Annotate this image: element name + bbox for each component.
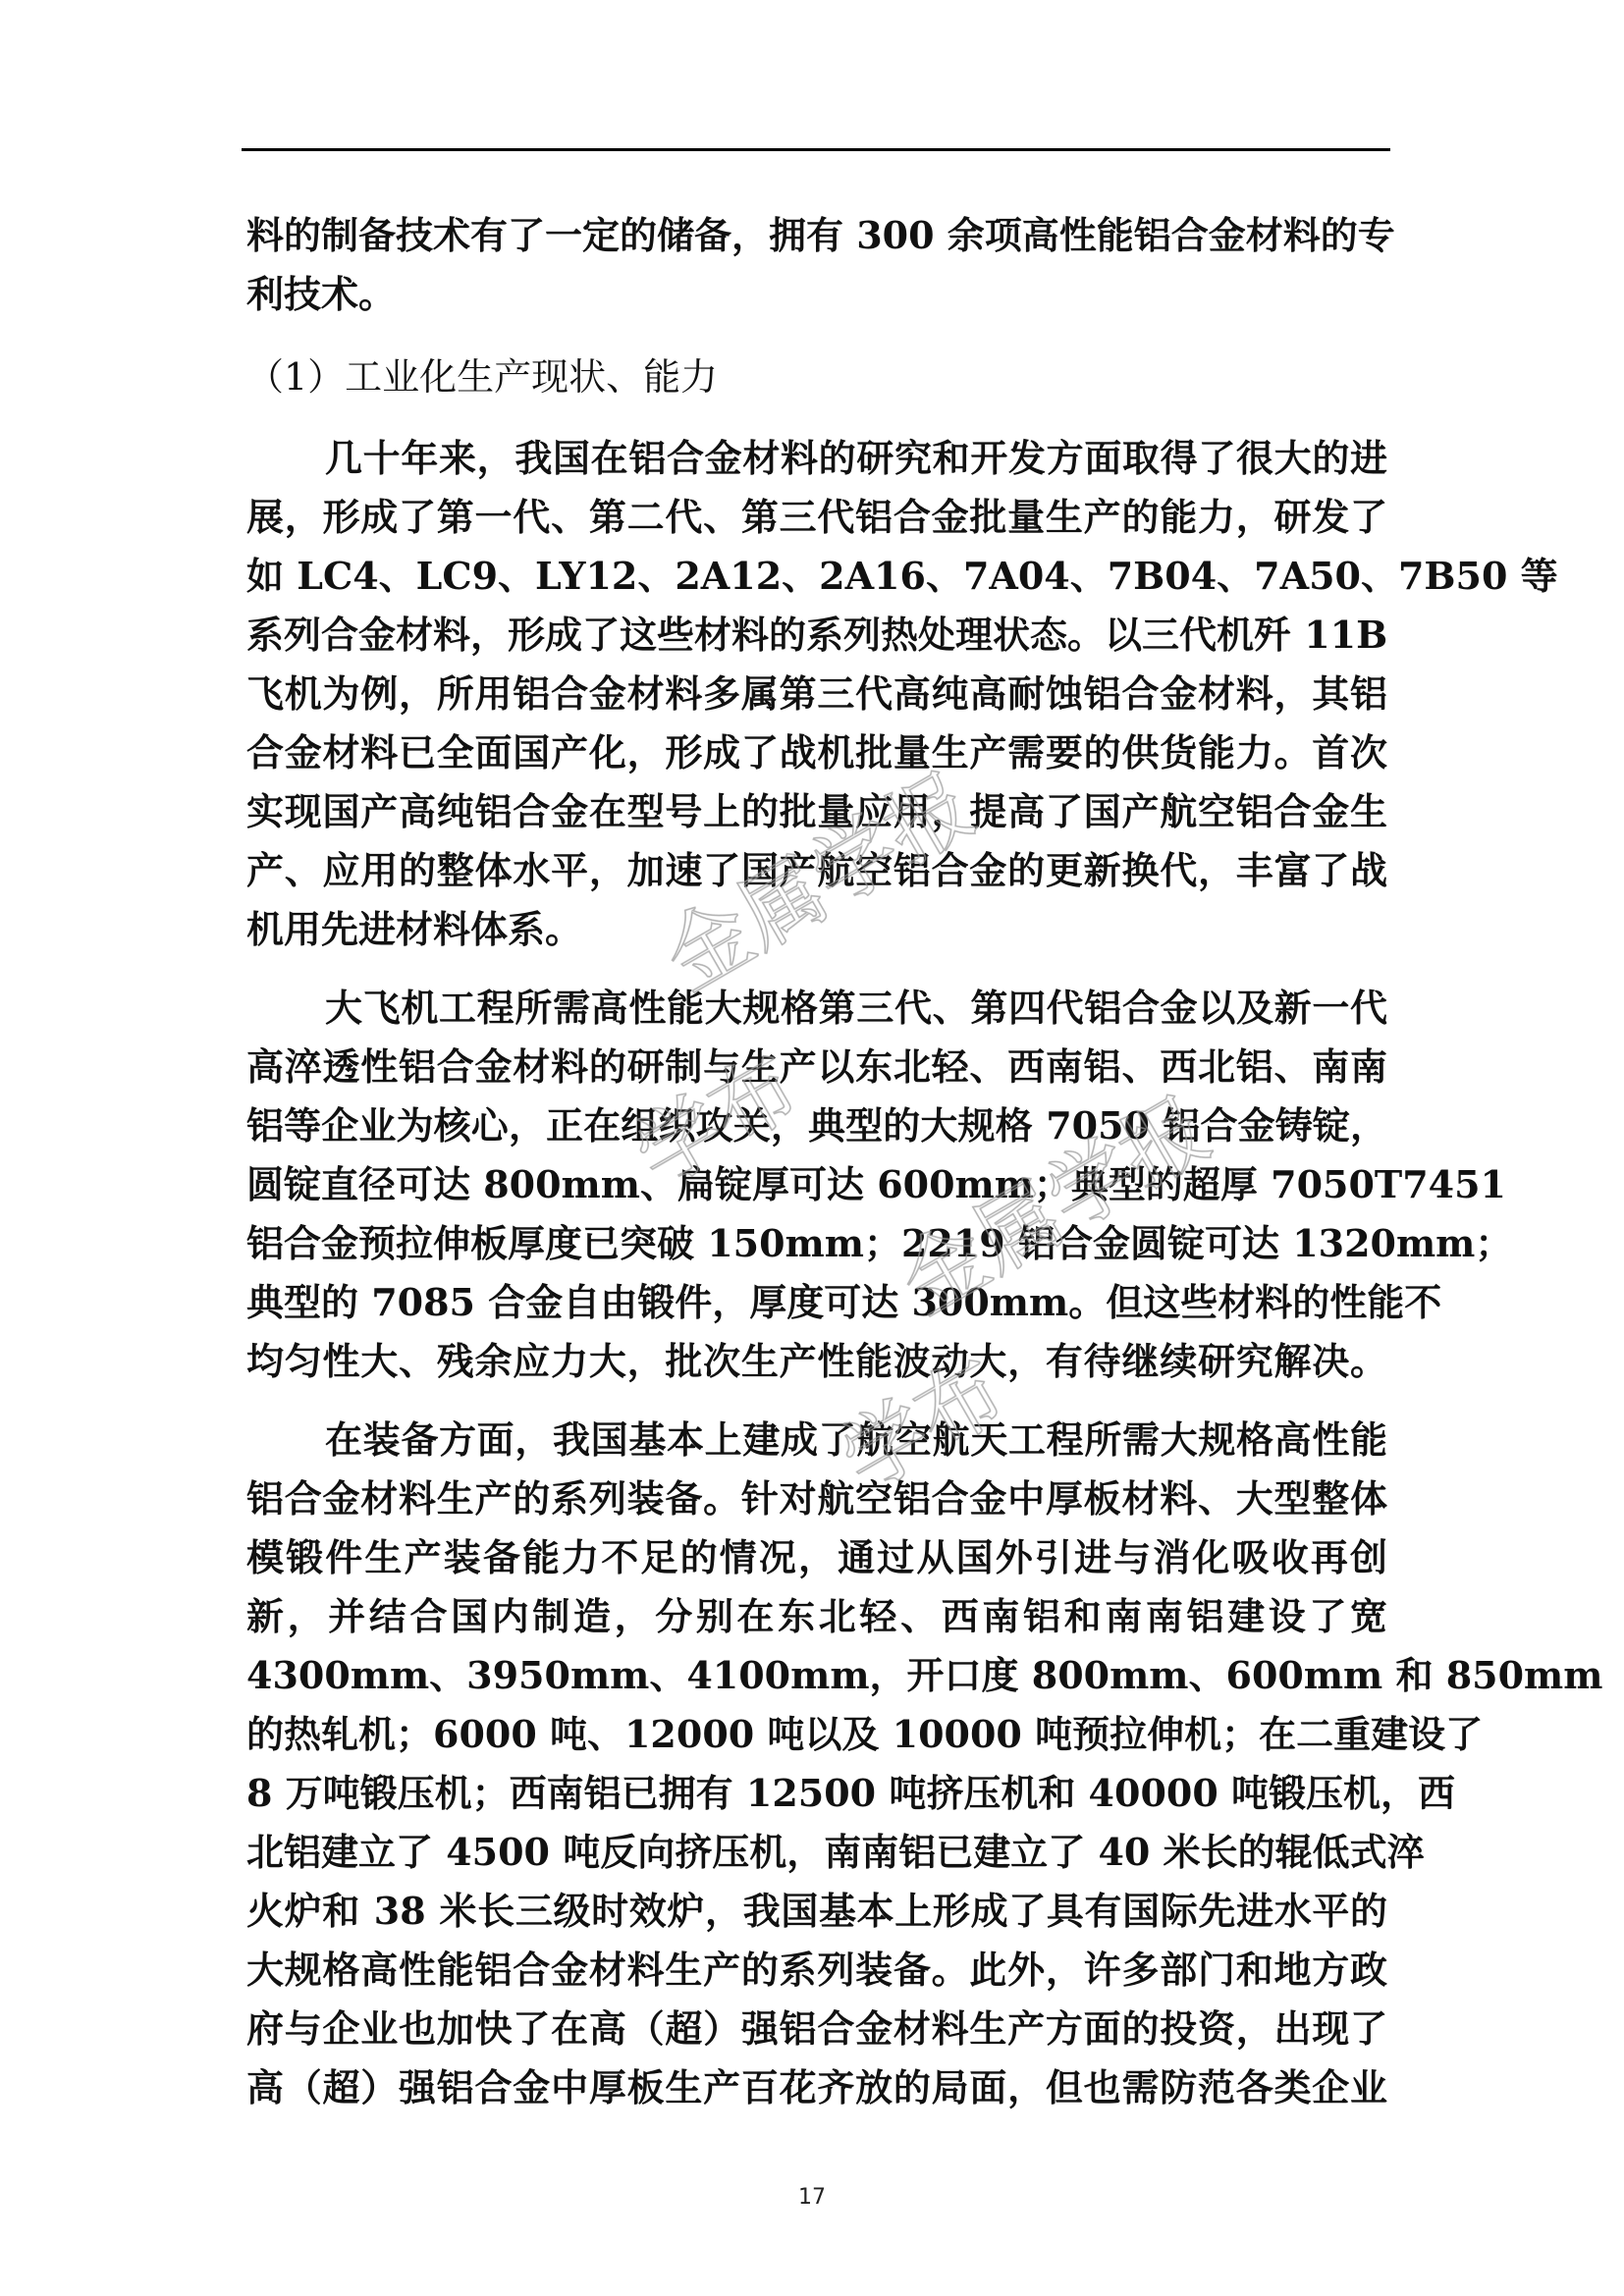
- text-line: 高（超）强铝合金中厚板生产百花齐放的局面，但也需防范各类企业: [246, 2065, 1387, 2109]
- text-line: 利技术。: [246, 272, 397, 316]
- section-heading: （1）工业化生产现状、能力: [246, 355, 719, 399]
- text-line: 8 万吨锻压机；西南铝已拥有 12500 吨挤压机和 40000 吨锻压机，西: [246, 1771, 1455, 1815]
- text-line: 府与企业也加快了在高（超）强铝合金材料生产方面的投资，出现了: [246, 2006, 1387, 2051]
- text-line: 大飞机工程所需高性能大规格第三代、第四代铝合金以及新一代: [325, 986, 1387, 1030]
- text-line: 实现国产高纯铝合金在型号上的批量应用，提高了国产航空铝合金生: [246, 789, 1387, 833]
- text-line: 铝合金材料生产的系列装备。针对航空铝合金中厚板材料、大型整体: [246, 1476, 1387, 1521]
- text-line: 展，形成了第一代、第二代、第三代铝合金批量生产的能力，研发了: [246, 495, 1387, 539]
- text-line: 的热轧机；6000 吨、12000 吨以及 10000 吨预拉伸机；在二重建设了: [246, 1712, 1484, 1756]
- watermark-text-2: 学布: [619, 1036, 815, 1206]
- text-line: 均匀性大、残余应力大，批次生产性能波动大，有待继续研究解决。: [246, 1339, 1387, 1383]
- text-line: 模锻件生产装备能力不足的情况，通过从国外引进与消化吸收再创: [246, 1535, 1387, 1579]
- text-line: 4300mm、3950mm、4100mm，开口度 800mm、600mm 和 850mm: [246, 1653, 1603, 1697]
- page-number: 17: [798, 2185, 826, 2210]
- text-line: 北铝建立了 4500 吨反向挤压机，南南铝已建立了 40 米长的辊低式淬: [246, 1830, 1425, 1874]
- text-line: 新，并结合国内制造，分别在东北轻、西南铝和南南铝建设了宽: [246, 1594, 1387, 1638]
- text-line: 高淬透性铝合金材料的研制与生产以东北轻、西南铝、西北铝、南南: [246, 1044, 1387, 1089]
- text-line: 典型的 7085 合金自由锻件，厚度可达 300mm。但这些材料的性能不: [246, 1280, 1442, 1324]
- text-line: 产、应用的整体水平，加速了国产航空铝合金的更新换代，丰富了战: [246, 848, 1387, 892]
- watermark-text-4: 学布: [825, 1340, 1021, 1511]
- text-line: 铝合金预拉伸板厚度已突破 150mm；2219 铝合金圆锭可达 1320mm；: [246, 1221, 1513, 1265]
- text-line: 铝等企业为核心，正在组织攻关，典型的大规格 7050 铝合金铸锭，: [246, 1103, 1387, 1148]
- text-line: 火炉和 38 米长三级时效炉，我国基本上形成了具有国际先进水平的: [246, 1889, 1387, 1933]
- text-line: 大规格高性能铝合金材料生产的系列装备。此外，许多部门和地方政: [246, 1948, 1387, 1992]
- text-line: 系列合金材料，形成了这些材料的系列热处理状态。以三代机歼 11B: [246, 613, 1388, 657]
- text-line: 几十年来，我国在铝合金材料的研究和开发方面取得了很大的进: [325, 436, 1387, 480]
- text-line: 飞机为例，所用铝合金材料多属第三代高纯高耐蚀铝合金材料，其铝: [246, 671, 1387, 716]
- text-line: 料的制备技术有了一定的储备，拥有 300 余项高性能铝合金材料的专: [246, 213, 1395, 257]
- watermark-text-1: 金属学报: [648, 755, 991, 1010]
- text-line: 圆锭直径可达 800mm、扁锭厚可达 600mm；典型的超厚 7050T7451: [246, 1162, 1506, 1206]
- text-line: 在装备方面，我国基本上建成了航空航天工程所需大规格高性能: [325, 1417, 1387, 1462]
- watermark-text-3: 金属学报: [884, 1079, 1226, 1334]
- header-rule: [242, 148, 1390, 151]
- text-line: 合金材料已全面国产化，形成了战机批量生产需要的供货能力。首次: [246, 730, 1387, 774]
- text-line: 如 LC4、LC9、LY12、2A12、2A16、7A04、7B04、7A50、7B50 等: [246, 554, 1558, 598]
- text-line: 机用先进材料体系。: [246, 907, 583, 951]
